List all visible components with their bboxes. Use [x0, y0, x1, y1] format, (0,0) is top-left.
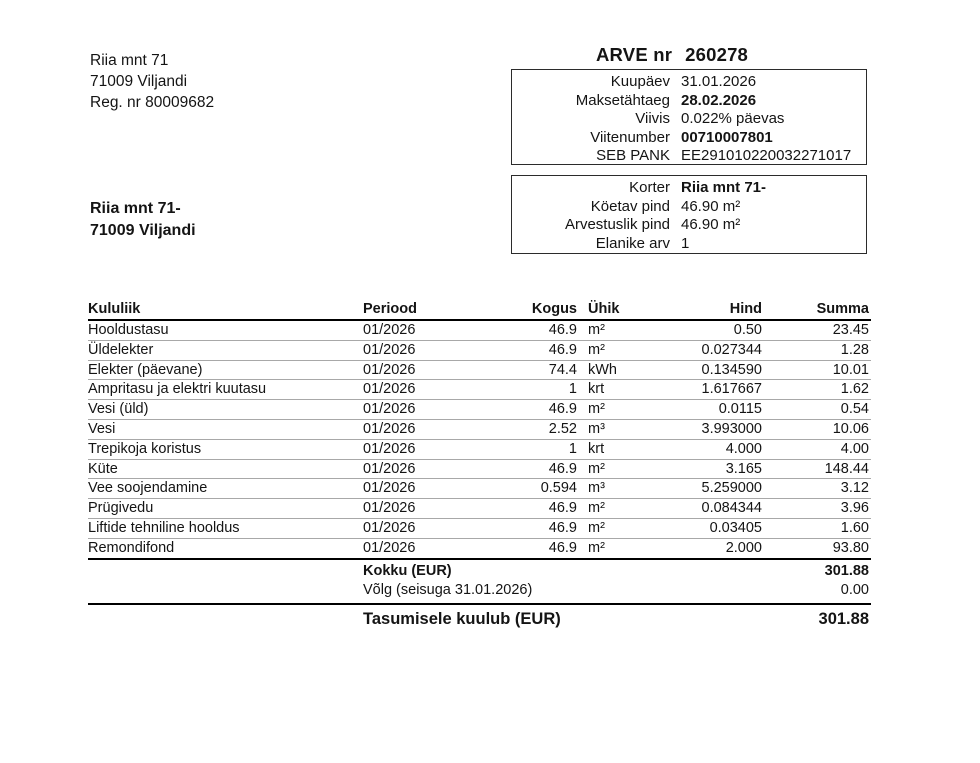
table-cell: 01/2026: [363, 320, 493, 340]
table-cell: Küte: [88, 459, 363, 479]
info-label: SEB PANK: [596, 147, 670, 165]
table-cell: 148.44: [762, 459, 871, 479]
info-label: Korter: [629, 179, 670, 196]
table-cell: 01/2026: [363, 419, 493, 439]
table-cell: 1.62: [762, 380, 871, 400]
table-cell: kWh: [577, 360, 663, 380]
table-cell: 4.000: [663, 439, 762, 459]
table-cell: 01/2026: [363, 340, 493, 360]
info-label: Viitenumber: [590, 128, 670, 146]
info-row: [518, 147, 860, 166]
table-cell: m²: [577, 538, 663, 558]
table-cell: 01/2026: [363, 499, 493, 519]
table-cell: 2.000: [663, 538, 762, 558]
table-cell: Liftide tehniline hooldus: [88, 518, 363, 538]
summary-row: [88, 562, 871, 581]
summary-row: [88, 581, 871, 600]
table-cell: m²: [577, 499, 663, 519]
table-cell: 46.9: [493, 320, 577, 340]
info-row: [518, 179, 860, 198]
table-cell: 01/2026: [363, 479, 493, 499]
summary-label: Võlg (seisuga 31.01.2026): [363, 581, 533, 598]
info-label: Viivis: [635, 110, 670, 128]
info-value: Riia mnt 71-: [681, 179, 767, 196]
table-cell: Trepikoja koristus: [88, 439, 363, 459]
table-cell: Vesi: [88, 419, 363, 439]
summary-section: [88, 560, 871, 605]
table-cell: 3.165: [663, 459, 762, 479]
info-label: Köetav pind: [590, 197, 670, 215]
info-row: [518, 129, 860, 148]
table-row: [88, 518, 871, 538]
total-value: 301.88: [818, 609, 869, 628]
info-value: 1: [681, 234, 690, 252]
table-cell: 10.06: [762, 419, 871, 439]
table-row: [88, 499, 871, 519]
charges-table-body: [88, 320, 871, 559]
table-cell: Prügivedu: [88, 499, 363, 519]
info-value: 00710007801: [681, 128, 773, 146]
info-row: [518, 235, 860, 254]
table-cell: 0.0115: [663, 400, 762, 420]
sender-reg-number: Reg. nr 80009682: [90, 94, 215, 111]
table-cell: 1: [493, 439, 577, 459]
col-header-5: Summa: [762, 299, 871, 320]
table-cell: 01/2026: [363, 439, 493, 459]
table-row: [88, 340, 871, 360]
table-cell: 01/2026: [363, 380, 493, 400]
table-cell: 0.594: [493, 479, 577, 499]
col-header-0: Kululiik: [88, 299, 363, 320]
table-cell: krt: [577, 439, 663, 459]
table-cell: 2.52: [493, 419, 577, 439]
table-cell: 01/2026: [363, 360, 493, 380]
table-cell: 46.9: [493, 459, 577, 479]
info-label: Maksetähtaeg: [575, 91, 670, 109]
table-row: [88, 459, 871, 479]
info-row: [518, 216, 860, 235]
recipient-address-line: Riia mnt 71-: [90, 200, 181, 217]
info-label: Kuupäev: [610, 73, 670, 90]
sender-address-line: Riia mnt 71: [90, 52, 169, 69]
table-cell: m³: [577, 479, 663, 499]
table-cell: krt: [577, 380, 663, 400]
table-cell: 1.617667: [663, 380, 762, 400]
table-cell: 93.80: [762, 538, 871, 558]
table-cell: 01/2026: [363, 459, 493, 479]
table-cell: Remondifond: [88, 538, 363, 558]
table-cell: 1.28: [762, 340, 871, 360]
table-cell: m²: [577, 340, 663, 360]
invoice-info-box: [511, 69, 867, 165]
invoice-number: 260278: [685, 44, 749, 65]
table-cell: 5.259000: [663, 479, 762, 499]
table-cell: 0.134590: [663, 360, 762, 380]
table-cell: 3.993000: [663, 419, 762, 439]
table-cell: 0.03405: [663, 518, 762, 538]
table-cell: 46.9: [493, 518, 577, 538]
table-cell: m²: [577, 400, 663, 420]
total-label: Tasumisele kuulub (EUR): [363, 609, 561, 628]
table-cell: 0.50: [663, 320, 762, 340]
charges-section: [88, 299, 873, 630]
info-label: Arvestuslik pind: [564, 216, 670, 234]
info-value: 0.022% päevas: [681, 110, 785, 128]
charges-table-head-row: [88, 299, 871, 320]
table-cell: Üldelekter: [88, 340, 363, 360]
apartment-info-box: [511, 175, 867, 254]
table-cell: 01/2026: [363, 518, 493, 538]
table-cell: m²: [577, 459, 663, 479]
col-header-2: Kogus: [493, 299, 577, 320]
table-cell: 46.9: [493, 400, 577, 420]
info-value: 46.90 m²: [681, 216, 741, 234]
col-header-4: Hind: [663, 299, 762, 320]
table-cell: 3.12: [762, 479, 871, 499]
info-value: 31.01.2026: [681, 73, 757, 90]
invoice-title-label: ARVE nr: [596, 44, 673, 65]
table-row: [88, 419, 871, 439]
summary-value: 301.88: [824, 562, 869, 579]
table-row: [88, 479, 871, 499]
table-cell: 1: [493, 380, 577, 400]
table-row: [88, 439, 871, 459]
table-cell: 3.96: [762, 499, 871, 519]
info-row: [518, 92, 860, 111]
table-row: [88, 360, 871, 380]
table-cell: m²: [577, 518, 663, 538]
table-cell: Vesi (üld): [88, 400, 363, 420]
table-cell: 46.9: [493, 538, 577, 558]
total-row: [88, 609, 871, 630]
table-cell: Hooldustasu: [88, 320, 363, 340]
table-row: [88, 538, 871, 558]
charges-table: [88, 299, 871, 560]
info-label: Elanike arv: [595, 234, 670, 252]
recipient-address-line: 71009 Viljandi: [90, 221, 196, 239]
table-cell: Vee soojendamine: [88, 479, 363, 499]
sender-address-line: 71009 Viljandi: [90, 73, 188, 90]
invoice-title: [596, 44, 748, 66]
info-row: [518, 110, 860, 129]
col-header-1: Periood: [363, 299, 493, 320]
table-row: [88, 320, 871, 340]
col-header-3: Ühik: [577, 299, 663, 320]
table-cell: 0.084344: [663, 499, 762, 519]
table-cell: 10.01: [762, 360, 871, 380]
table-cell: 01/2026: [363, 400, 493, 420]
table-cell: Ampritasu ja elektri kuutasu: [88, 380, 363, 400]
table-cell: 1.60: [762, 518, 871, 538]
info-value: 46.90 m²: [681, 197, 741, 215]
info-row: [518, 198, 860, 217]
table-cell: 0.027344: [663, 340, 762, 360]
table-cell: Elekter (päevane): [88, 360, 363, 380]
summary-value: 0.00: [840, 581, 869, 598]
table-cell: 4.00: [762, 439, 871, 459]
sender-block: [90, 42, 214, 113]
table-cell: 46.9: [493, 499, 577, 519]
summary-label: Kokku (EUR): [363, 562, 452, 579]
table-cell: 0.54: [762, 400, 871, 420]
table-cell: 23.45: [762, 320, 871, 340]
info-value: EE291010220032271017: [681, 147, 852, 165]
table-cell: 46.9: [493, 340, 577, 360]
table-cell: m³: [577, 419, 663, 439]
info-row: [518, 73, 860, 92]
table-row: [88, 380, 871, 400]
table-cell: 01/2026: [363, 538, 493, 558]
table-row: [88, 400, 871, 420]
table-cell: m²: [577, 320, 663, 340]
table-cell: 74.4: [493, 360, 577, 380]
info-value: 28.02.2026: [681, 91, 757, 109]
recipient-address: [90, 198, 196, 241]
